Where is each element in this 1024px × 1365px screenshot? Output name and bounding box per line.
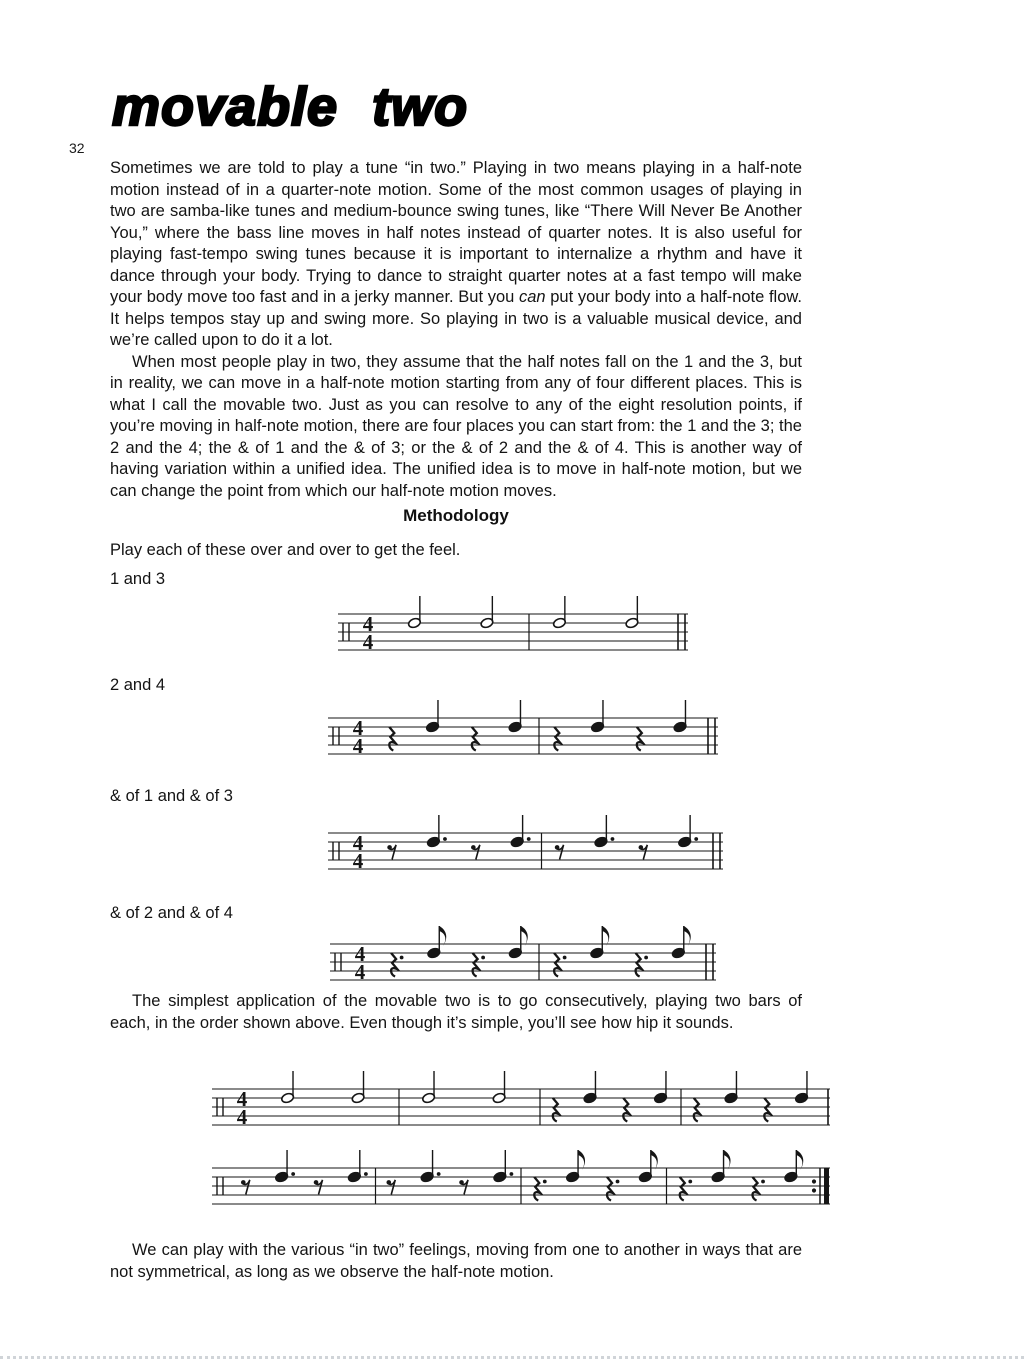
page-number: 32 <box>69 140 85 156</box>
svg-text:4: 4 <box>236 1087 248 1111</box>
staff-label-and-of-2-4: & of 2 and & of 4 <box>110 904 233 922</box>
svg-text:4: 4 <box>354 942 366 966</box>
music-staff-icon <box>328 813 723 883</box>
staff-label-2-and-4: 2 and 4 <box>110 676 166 694</box>
svg-text:4: 4 <box>352 716 364 740</box>
section-heading: Methodology <box>403 506 509 525</box>
music-staff-icon <box>338 594 688 664</box>
page-bottom-edge <box>0 1356 1024 1359</box>
svg-text:4: 4 <box>354 960 366 984</box>
staff-notation-1-and-3 <box>338 594 688 664</box>
paragraph-2: When most people play in two, they assume that the half notes fall on the 1 and the 3, but in reality, we can move in a half-note motion starting from any of four different places. This is what I call the movable two. Just as you can resolve to any of the eight resolution points, if you’re moving in half-note motion, there are four places you can start from: the 1 and the 3; the 2 and the 4; the & of 1 and the & of 3; or the & of 2 and the & of 4. This is another way of having variation within a unified idea. The unified idea is to move in half-note motion, but we can change the point from which our half-note motion moves. <box>110 352 802 500</box>
music-staff-icon <box>212 1148 830 1218</box>
music-staff-icon <box>330 924 716 994</box>
music-staff-icon <box>212 1069 830 1139</box>
svg-text:4: 4 <box>236 1105 248 1129</box>
page-title: movable two <box>112 77 469 137</box>
svg-text:4: 4 <box>352 849 364 873</box>
intro-text-block <box>110 158 802 502</box>
svg-text:4: 4 <box>362 612 374 636</box>
svg-text:4: 4 <box>352 734 364 758</box>
staff-label-and-of-1-3: & of 1 and & of 3 <box>110 787 233 805</box>
staff-notation-and-of-2-4 <box>330 924 716 994</box>
methodology-intro: Play each of these over and over to get the feel. <box>110 541 461 559</box>
staff-notation-and-of-1-3 <box>328 813 723 883</box>
paragraph-1: Sometimes we are told to play a tune “in two.” Playing in two means playing in a half-note motion instead of in a quarter-note motion. Some of the most common usages of playing in two are samba-like tunes and medium-bounce swing tunes, like “There Will Never Be Another You,” where the bass line moves in half notes instead of quarter notes. It is also useful for playing fast-tempo swing tunes because it is important to internalize a rhythm and have it dance through your body. Trying to dance to straight quarter notes at a fast tempo will make your body move too fast and in a jerky manner. But you can put your body into a half-note flow. It helps tempos stay up and swing more. So playing in two is a valuable musical device, and we’re called upon to do it a lot. <box>110 159 802 349</box>
music-staff-icon <box>328 698 718 768</box>
combined-staff-1 <box>212 1069 830 1139</box>
methodology-intro-block <box>110 540 802 562</box>
application-text-block <box>110 991 802 1034</box>
combined-staff-2 <box>212 1148 830 1218</box>
staff-label-1-and-3: 1 and 3 <box>110 570 166 588</box>
staff-notation-2-and-4 <box>328 698 718 768</box>
paragraph-3: The simplest application of the movable two is to go consecutively, playing two bars of each, in the order shown above. Even though it’s simple, you’ll see how hip it sounds. <box>110 992 802 1032</box>
closing-text-block <box>110 1240 802 1283</box>
svg-text:4: 4 <box>352 831 364 855</box>
paragraph-4: We can play with the various “in two” feelings, moving from one to another in ways that are not symmetrical, as long as we observe the half-note motion. <box>110 1241 802 1281</box>
svg-text:4: 4 <box>362 630 374 654</box>
